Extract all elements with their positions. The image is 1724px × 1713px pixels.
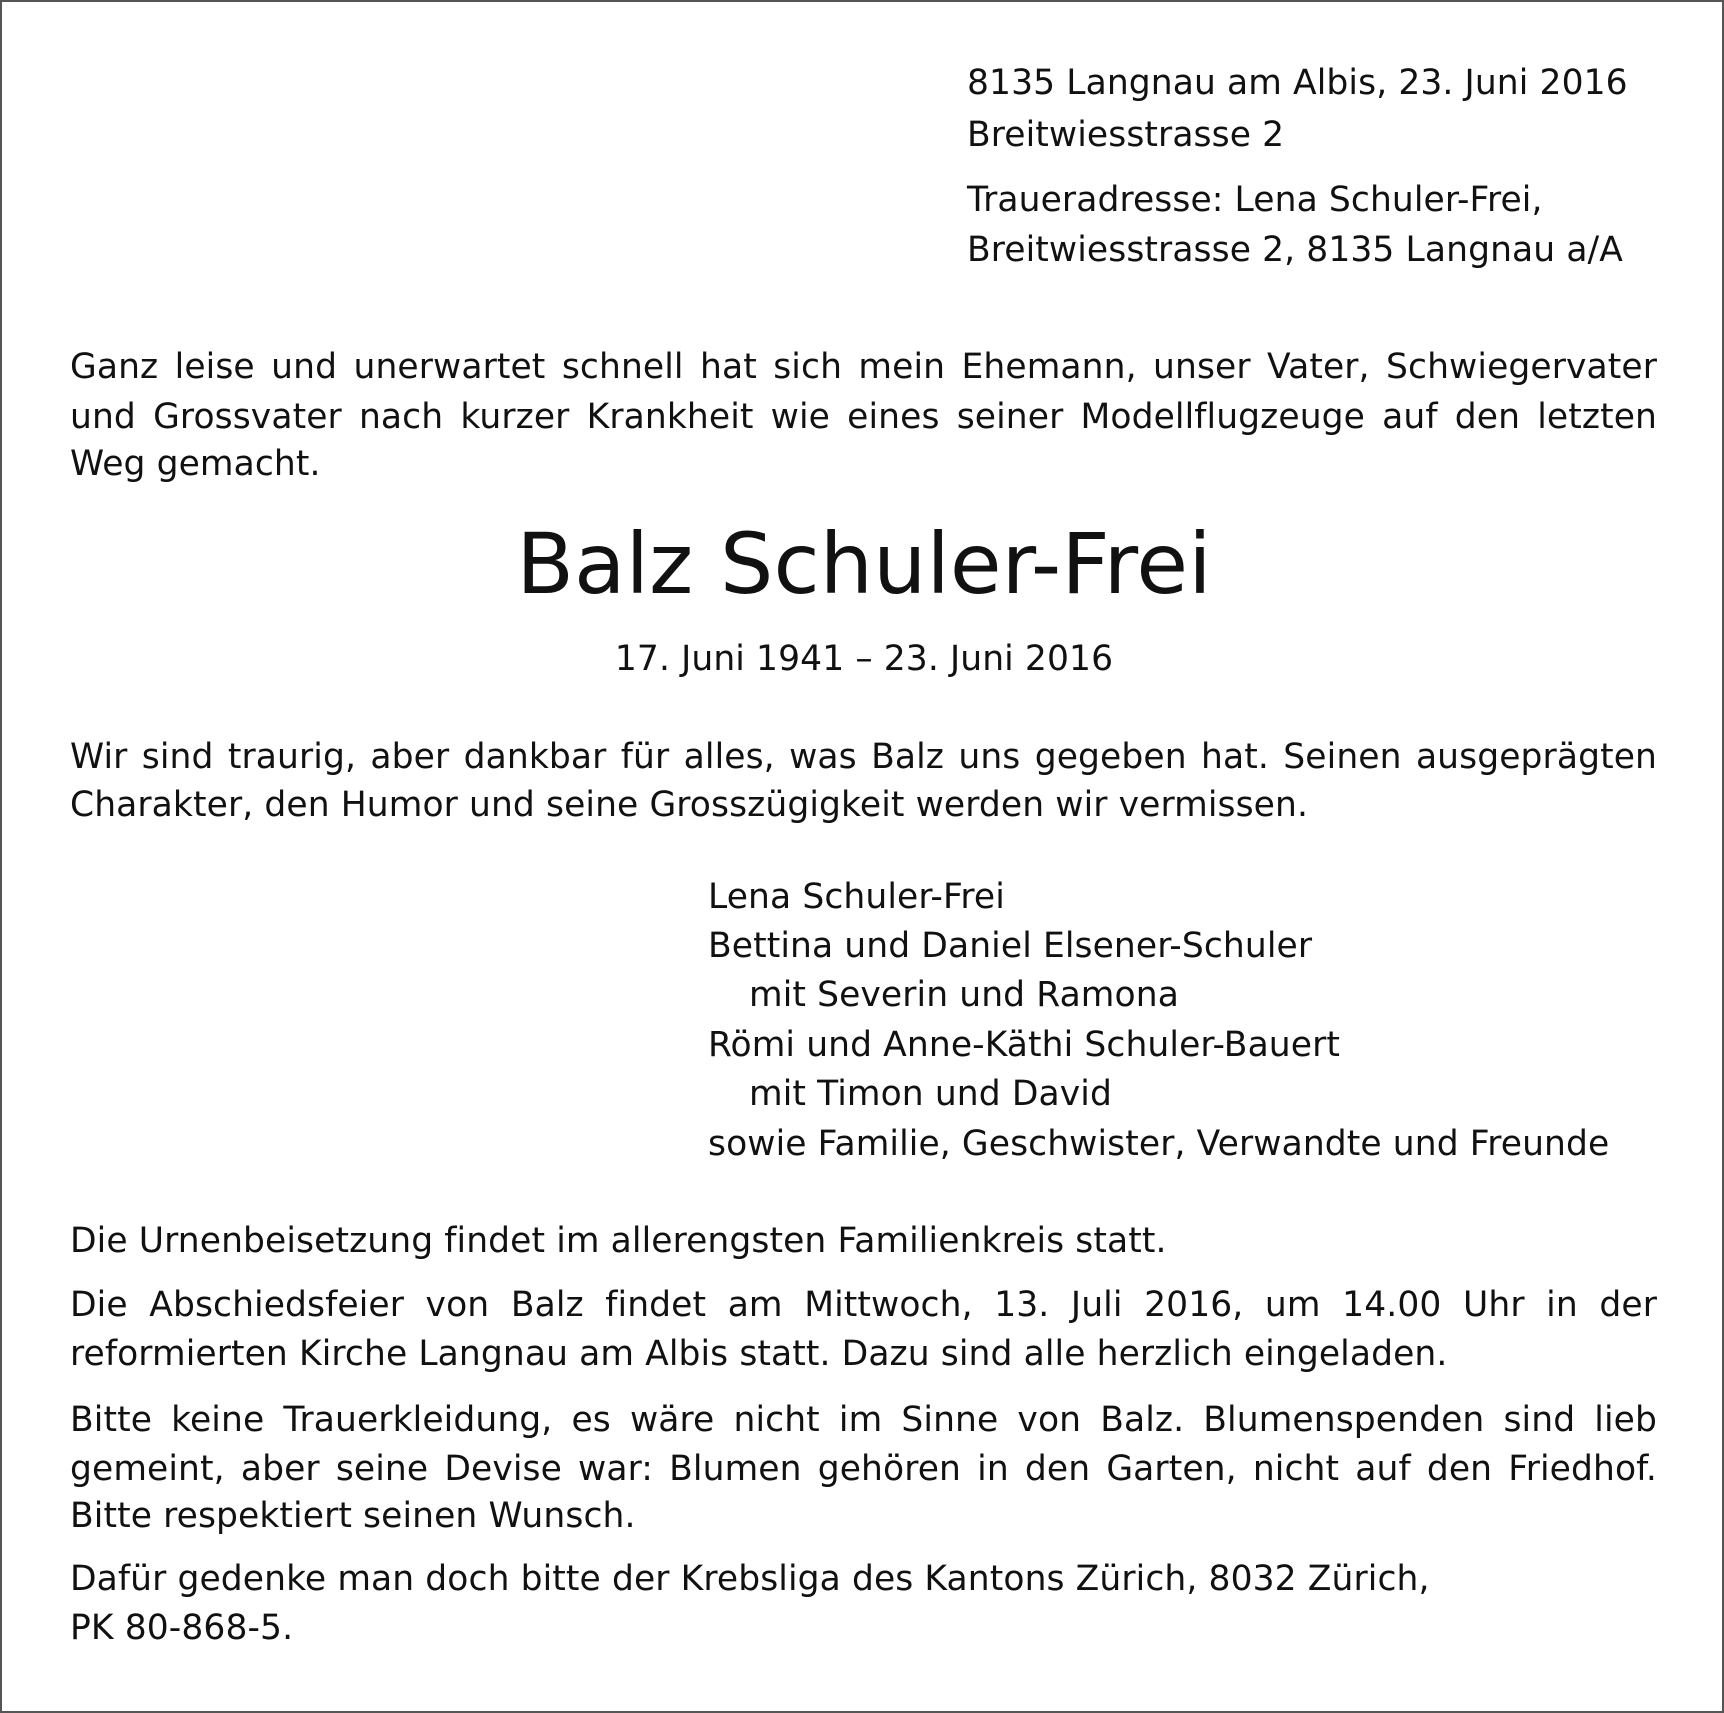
place-date: 8135 Langnau am Albis, 23. Juni 2016 [967, 63, 1628, 103]
mourner-line: Bettina und Daniel Elsener-Schuler [708, 926, 1313, 966]
farewell-line-2: reformierten Kirche Langnau am Albis statt. Dazu sind alle herzlich eingeladen. [70, 1334, 1448, 1374]
burial-notice: Die Urnenbeisetzung findet im allerengsten Familienkreis statt. [70, 1221, 1167, 1261]
donation-line-1: Dafür gedenke man doch bitte der Krebsliga des Kantons Zürich, 8032 Zürich, [70, 1559, 1430, 1599]
gratitude-line-2: Charakter, den Humor und seine Grosszügigkeit werden wir vermissen. [70, 785, 1309, 825]
farewell-line-1: Die Abschiedsfeier von Balz findet am Mittwoch, 13. Juli 2016, um 14.00 Uhr in der [70, 1285, 1657, 1325]
intro-line-2: und Grossvater nach kurzer Krankheit wie eines seiner Modellflugzeuge auf den letzten [70, 397, 1657, 437]
obituary-notice [2, 2, 1722, 1711]
gratitude-line-1: Wir sind traurig, aber dankbar für alles, was Balz uns gegeben hat. Seinen ausgeprägten [70, 737, 1657, 777]
mourning-address-line-1: Traueradresse: Lena Schuler-Frei, [967, 180, 1543, 220]
mourner-line: Römi und Anne-Käthi Schuler-Bauert [708, 1025, 1341, 1065]
dress-line-1: Bitte keine Trauerkleidung, es wäre nicht im Sinne von Balz. Blumenspenden sind lieb [70, 1400, 1657, 1440]
deceased-name: Balz Schuler-Frei [516, 515, 1212, 613]
dress-line-2: gemeint, aber seine Devise war: Blumen gehören in den Garten, nicht auf den Friedhof. [70, 1449, 1657, 1489]
dress-line-3: Bitte respektiert seinen Wunsch. [70, 1496, 636, 1536]
intro-line-3: Weg gemacht. [70, 444, 321, 484]
mourner-line: sowie Familie, Geschwister, Verwandte und Freunde [708, 1124, 1610, 1164]
mourner-line: mit Severin und Ramona [749, 975, 1179, 1015]
street-address: Breitwiesstrasse 2 [967, 115, 1285, 155]
life-dates: 17. Juni 1941 – 23. Juni 2016 [614, 639, 1114, 679]
mourner-line: mit Timon und David [749, 1074, 1112, 1114]
mourner-line: Lena Schuler-Frei [708, 877, 1005, 917]
donation-line-2: PK 80-868-5. [70, 1608, 294, 1648]
mourning-address-line-2: Breitwiesstrasse 2, 8135 Langnau a/A [967, 230, 1623, 270]
intro-line-1: Ganz leise und unerwartet schnell hat sich mein Ehemann, unser Vater, Schwiegervater [70, 347, 1657, 387]
